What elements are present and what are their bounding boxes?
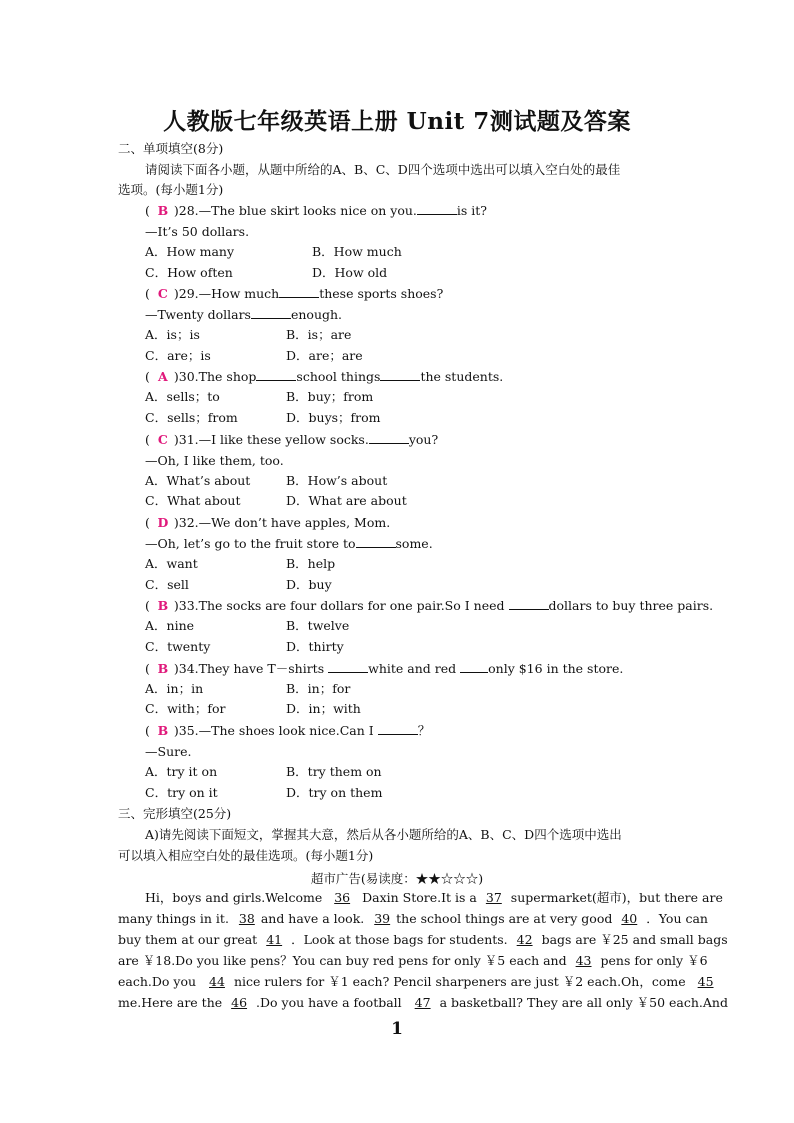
option-d: D．buy — [286, 577, 332, 592]
answer-key: C — [157, 432, 168, 447]
section-3-instruction-cont: 可以填入相应空白处的最佳选项。(每小题1分) — [118, 848, 374, 863]
section-3-heading: 三、完形填空(25分) — [118, 806, 232, 821]
passage-line-4: are ￥18.Do you like pens？You can buy red pens for only ￥5 each and 43 pens for only ￥6 — [118, 953, 708, 968]
option-b: B．How’s about — [286, 473, 388, 488]
blank — [509, 598, 549, 610]
blank — [251, 307, 291, 319]
blank — [460, 661, 488, 673]
option-d: D．in；with — [286, 701, 361, 716]
blank-38: 38 — [238, 911, 255, 926]
answer-key: A — [158, 369, 168, 384]
option-a: A．in；in — [145, 681, 204, 696]
option-c: C．sells；from — [145, 410, 238, 425]
option-a: A．nine — [145, 618, 195, 633]
blank-43: 43 — [575, 953, 592, 968]
option-c: C．with；for — [145, 701, 226, 716]
section-2-heading: 二、单项填空(8分) — [118, 141, 224, 156]
question-31: ( C )31.—I like these yellow socks. you? — [145, 432, 439, 447]
question-35-reply: —Sure. — [145, 744, 192, 759]
blank-36: 36 — [334, 890, 351, 905]
passage-line-6: me.Here are the 46 .Do you have a football 47 a basketball? They are all only ￥50 each.And — [118, 995, 728, 1010]
option-c: C．What about — [145, 493, 241, 508]
blank — [417, 203, 457, 215]
question-35: ( B )35.—The shoes look nice.Can I ？ — [145, 723, 431, 738]
answer-key: B — [157, 203, 169, 218]
blank — [369, 432, 409, 444]
option-d: D．thirty — [286, 639, 344, 654]
blank-37: 37 — [485, 890, 502, 905]
section-2-instruction-cont: 选项。(每小题1分) — [118, 182, 224, 197]
option-b: B．is；are — [286, 327, 352, 342]
answer-key: C — [157, 286, 168, 301]
question-32: ( D )32.—We don’t have apples, Mom. — [145, 515, 391, 530]
option-d: D．How old — [312, 265, 388, 280]
answer-key: B — [157, 723, 169, 738]
blank-41: 41 — [266, 932, 283, 947]
blank-44: 44 — [209, 974, 225, 989]
option-a: A．sells；to — [145, 389, 220, 404]
blank-45: 45 — [697, 974, 714, 989]
blank — [256, 369, 296, 381]
question-29: ( C )29.—How much these sports shoes? — [145, 286, 444, 301]
passage-line-2: many things in it. 38 and have a look. 39 the school things are at very good 40 ．You can — [118, 911, 708, 926]
section-2-instruction: 请阅读下面各小题，从题中所给的A、B、C、D四个选项中选出可以填入空白处的最佳 — [145, 162, 621, 177]
question-28: ( B )28.—The blue skirt looks nice on you. is it? — [145, 203, 487, 218]
blank — [279, 286, 319, 298]
option-d: D．try on them — [286, 785, 383, 800]
blank-47: 47 — [414, 995, 431, 1010]
option-b: B．try them on — [286, 764, 382, 779]
option-a: A．want — [145, 556, 198, 571]
option-c: C．How often — [145, 265, 233, 280]
answer-key: D — [157, 515, 169, 530]
answer-key: B — [157, 598, 169, 613]
option-d: D．What are about — [286, 493, 407, 508]
blank — [356, 536, 396, 548]
option-a: A．How many — [145, 244, 235, 259]
option-b: B．help — [286, 556, 336, 571]
passage-line-3: buy them at our great 41 ．Look at those bags for students. 42 bags are ￥25 and small bags — [118, 932, 728, 947]
blank-39: 39 — [374, 911, 391, 926]
question-28-reply: —It’s 50 dollars. — [145, 224, 250, 239]
option-b: B．in；for — [286, 681, 351, 696]
option-d: D．are；are — [286, 348, 363, 363]
blank — [380, 369, 420, 381]
option-a: A．try it on — [145, 764, 218, 779]
question-30: ( A )30.The shop school things the students. — [145, 369, 504, 384]
question-29-reply: —Twenty dollars enough. — [145, 307, 343, 322]
section-3-instruction: A)请先阅读下面短文，掌握其大意，然后从各小题所给的A、B、C、D四个选项中选出 — [145, 827, 622, 842]
option-c: C．sell — [145, 577, 189, 592]
blank-40: 40 — [621, 911, 638, 926]
page-number: 1 — [391, 1019, 403, 1039]
option-b: B．How much — [312, 244, 402, 259]
blank — [378, 723, 418, 735]
option-a: A．What’s about — [145, 473, 251, 488]
option-b: B．buy；from — [286, 389, 374, 404]
blank-42: 42 — [516, 932, 533, 947]
option-d: D．buys；from — [286, 410, 381, 425]
passage-line-5: each.Do you 44 nice rulers for ￥1 each? Pencil sharpeners are just ￥2 each.Oh，come 45 — [118, 974, 724, 990]
passage-title: 超市广告(易读度：★★☆☆☆) — [310, 871, 484, 886]
option-c: C．twenty — [145, 639, 211, 654]
option-b: B．twelve — [286, 618, 350, 633]
answer-key: B — [157, 661, 169, 676]
question-34: ( B )34.They have T－shirts white and red only $16 in the store. — [145, 661, 624, 676]
option-c: C．try on it — [145, 785, 218, 800]
option-c: C．are；is — [145, 348, 211, 363]
option-a: A．is；is — [145, 327, 200, 342]
passage-line-1: Hi，boys and girls.Welcome 36 Daxin Store.It is a 37 supermarket(超市)，but there are — [145, 890, 723, 905]
question-31-reply: —Oh, I like them, too. — [145, 453, 284, 468]
question-33: ( B )33.The socks are four dollars for one pair.So I need dollars to buy three pairs. — [145, 598, 714, 613]
blank-46: 46 — [231, 995, 248, 1010]
page-title: 人教版七年级英语上册 Unit 7测试题及答案 — [163, 108, 631, 135]
question-32-reply: —Oh, let’s go to the fruit store to some. — [145, 536, 433, 551]
blank — [328, 661, 368, 673]
